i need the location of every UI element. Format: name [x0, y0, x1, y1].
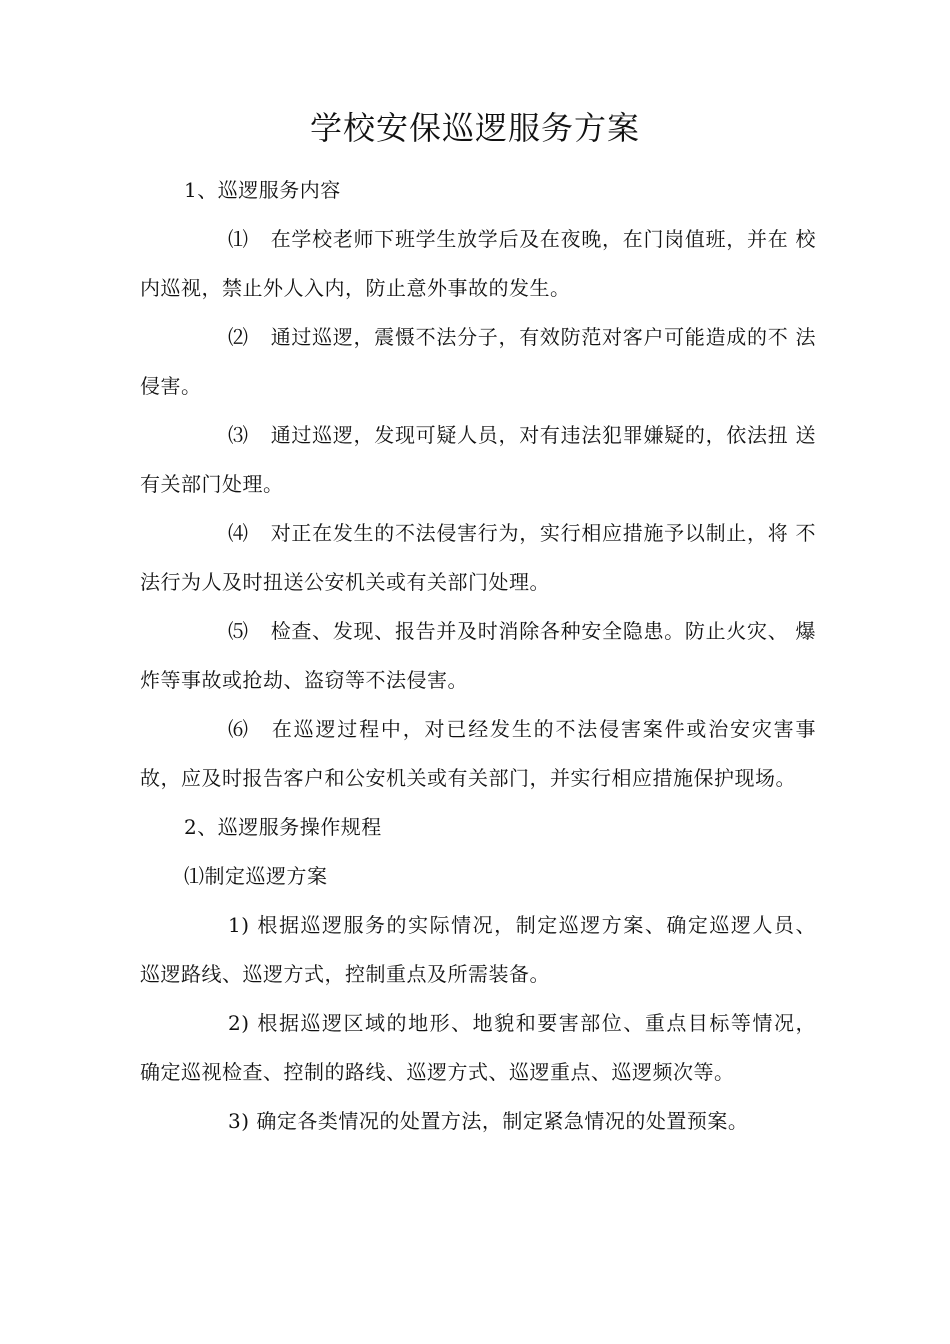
paragraph-text: 对正在发生的不法侵害行为，实行相应措施予以制止，将 不法行为人及时扭送公安机关或有关部门处理。 — [140, 521, 816, 594]
step-number: 3) — [228, 1109, 250, 1133]
paragraph-text: 通过巡逻，发现可疑人员，对有违法犯罪嫌疑的，依法扭 送有关部门处理。 — [140, 423, 816, 496]
paragraph-text: 在学校老师下班学生放学后及在夜晚，在门岗值班，并在 校内巡视，禁止外人入内，防止意外事故的发生。 — [140, 227, 816, 300]
document-title: 学校安保巡逻服务方案 — [309, 109, 640, 147]
step-item-3 — [140, 1097, 816, 1146]
list-item-5 — [140, 607, 816, 705]
step-item-1 — [140, 901, 816, 999]
paragraph-text: 检查、发现、报告并及时消除各种安全隐患。防止火灾、 爆炸等事故或抢劫、盗窃等不法侵害。 — [140, 619, 816, 692]
paragraph-text: 根据巡逻服务的实际情况，制定巡逻方案、确定巡逻人员、 巡逻路线、巡逻方式，控制重点及所需装备。 — [140, 913, 817, 986]
list-item-1 — [140, 215, 816, 313]
step-number: 1) — [228, 913, 250, 937]
list-item-3 — [140, 411, 816, 509]
list-number: ⑷ — [228, 521, 249, 545]
paragraph-text: 在巡逻过程中，对已经发生的不法侵害案件或治安灾害事故，应及时报告客户和公安机关或有关部门，并实行相应措施保护现场。 — [140, 717, 816, 790]
list-number: ⑸ — [228, 619, 249, 643]
paragraph-text: 2、巡逻服务操作规程 — [184, 815, 382, 839]
step-item-2 — [140, 999, 816, 1097]
subsection-heading — [140, 852, 816, 901]
list-item-4 — [140, 509, 816, 607]
document-body — [140, 166, 816, 1146]
paragraph-text: 确定各类情况的处置方法，制定紧急情况的处置预案。 — [256, 1109, 749, 1133]
list-item-2 — [140, 313, 816, 411]
paragraph-text: 通过巡逻，震慑不法分子，有效防范对客户可能造成的不 法侵害。 — [140, 325, 816, 398]
paragraph-text: 根据巡逻区域的地形、地貌和要害部位、重点目标等情况， 确定巡视检查、控制的路线、巡逻方式、巡逻重点、巡逻频次等。 — [140, 1011, 817, 1084]
section-heading-2 — [140, 803, 816, 852]
step-number: 2) — [228, 1011, 250, 1035]
section-heading-1 — [140, 166, 816, 215]
list-number: ⑹ — [228, 717, 249, 741]
list-number: ⑶ — [228, 423, 249, 447]
list-item-6 — [140, 705, 816, 803]
paragraph-text: ⑴制定巡逻方案 — [184, 864, 328, 888]
list-number: ⑵ — [228, 325, 249, 349]
list-number: ⑴ — [228, 227, 249, 251]
paragraph-text: 1、巡逻服务内容 — [184, 178, 341, 202]
